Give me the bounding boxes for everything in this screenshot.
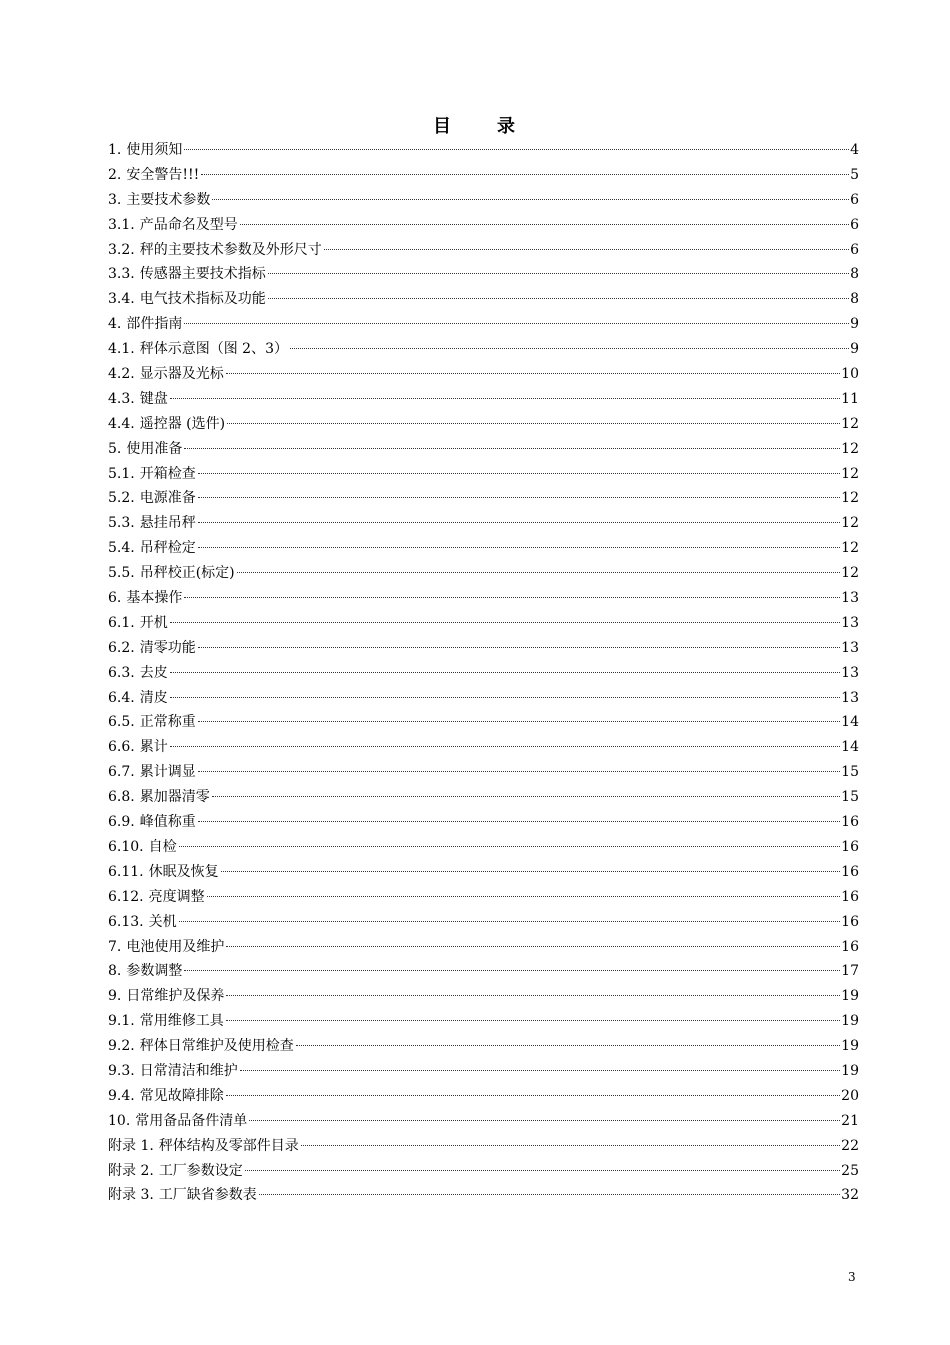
toc-entry-label: 秤体示意图（图 2、3） (139, 341, 288, 358)
toc-entry[interactable] (108, 262, 859, 287)
toc-dot-leader (226, 373, 840, 374)
toc-dot-leader (245, 1170, 840, 1171)
toc-entry-label: 工厂缺省参数表 (158, 1187, 257, 1204)
toc-entry[interactable] (108, 287, 859, 312)
toc-entry-label: 清皮 (139, 689, 168, 706)
toc-dot-leader (198, 547, 840, 548)
toc-entry-page: 11 (841, 390, 859, 407)
toc-entry[interactable] (108, 561, 859, 586)
toc-entry-number: 6.1. (108, 614, 135, 631)
toc-entry-page: 16 (841, 814, 859, 831)
toc-entry-number: 4.2. (108, 366, 135, 383)
toc-entry-page: 12 (841, 415, 859, 432)
toc-entry-page: 16 (841, 913, 859, 930)
toc-entry-number: 9.2. (108, 1038, 135, 1055)
toc-entry-label: 自检 (148, 838, 177, 855)
toc-entry-label: 秤体结构及零部件目录 (158, 1137, 299, 1154)
toc-dot-leader (296, 1045, 840, 1046)
toc-dot-leader (198, 473, 840, 474)
toc-entry-page: 16 (841, 838, 859, 855)
toc-entry-label: 遥控器 (选件) (139, 415, 226, 432)
toc-dot-leader (184, 149, 849, 150)
toc-entry-number: 附录 1. (108, 1137, 154, 1154)
toc-entry-label: 常见故障排除 (139, 1087, 224, 1104)
toc-dot-leader (170, 398, 840, 399)
toc-entry-number: 6.3. (108, 664, 135, 681)
toc-dot-leader (201, 174, 849, 175)
toc-dot-leader (226, 946, 840, 947)
toc-entry[interactable] (108, 810, 859, 835)
toc-entry-number: 9.4. (108, 1087, 135, 1104)
toc-entry-number: 1. (108, 142, 122, 158)
toc-entry-page: 6 (850, 241, 859, 258)
toc-entry[interactable] (108, 337, 859, 362)
toc-title-part-1: 目 (433, 116, 453, 137)
toc-entry-label: 工厂参数设定 (158, 1162, 243, 1179)
toc-dot-leader (184, 448, 840, 449)
toc-entry-page: 13 (841, 614, 859, 631)
toc-entry-number: 5.1. (108, 465, 135, 482)
toc-entry-label: 正常称重 (139, 714, 196, 731)
toc-entry-label: 秤的主要技术参数及外形尺寸 (139, 241, 322, 258)
toc-entry-page: 16 (841, 938, 859, 955)
toc-entry[interactable] (108, 238, 859, 263)
toc-entry[interactable] (108, 586, 859, 611)
toc-entry-number: 8. (108, 963, 122, 980)
toc-entry-page: 21 (841, 1112, 859, 1129)
toc-entry-label: 清零功能 (139, 639, 196, 656)
toc-entry-page: 12 (841, 465, 859, 482)
toc-entry-label: 常用维修工具 (139, 1013, 224, 1030)
toc-dot-leader (170, 622, 840, 623)
toc-entry-page: 19 (841, 1038, 859, 1055)
toc-entry-label: 主要技术参数 (126, 191, 211, 208)
toc-entry[interactable] (108, 984, 859, 1009)
toc-entry-page: 22 (841, 1137, 859, 1154)
toc-entry-number: 7. (108, 938, 122, 955)
toc-dot-leader (198, 821, 840, 822)
toc-entry[interactable] (108, 1134, 859, 1159)
toc-entry[interactable] (108, 885, 859, 910)
toc-entry-number: 4.3. (108, 390, 135, 407)
toc-entry-page: 32 (841, 1187, 859, 1204)
toc-entry-page: 12 (841, 440, 859, 457)
toc-entry-label: 去皮 (139, 664, 168, 681)
toc-entry-page: 15 (841, 789, 859, 806)
toc-dot-leader (198, 721, 840, 722)
toc-dot-leader (290, 348, 849, 349)
toc-entry-number: 6. (108, 590, 122, 607)
toc-title-part-2: 录 (497, 116, 517, 137)
toc-entry-label: 使用须知 (126, 142, 183, 158)
toc-dot-leader (268, 298, 849, 299)
toc-entry-label: 日常维护及保养 (126, 988, 225, 1005)
toc-entry-page: 6 (850, 216, 859, 233)
toc-dot-leader (259, 1194, 840, 1195)
toc-entry-number: 9.3. (108, 1062, 135, 1079)
toc-entry-label: 秤体日常维护及使用检查 (139, 1038, 294, 1055)
toc-entry[interactable] (108, 1183, 859, 1208)
toc-entry-page: 12 (841, 490, 859, 507)
toc-entry[interactable] (108, 959, 859, 984)
toc-entry-label: 基本操作 (126, 590, 183, 607)
toc-entry[interactable] (108, 785, 859, 810)
toc-entry-number: 9.1. (108, 1013, 135, 1030)
toc-entry-number: 6.6. (108, 739, 135, 756)
toc-entry[interactable] (108, 1009, 859, 1034)
toc-entry-page: 16 (841, 863, 859, 880)
toc-entry-label: 峰值称重 (139, 814, 196, 831)
toc-entry[interactable] (108, 1084, 859, 1109)
toc-entry[interactable] (108, 387, 859, 412)
toc-dot-leader (240, 224, 849, 225)
toc-entry[interactable] (108, 1159, 859, 1184)
toc-entry[interactable] (108, 611, 859, 636)
toc-dot-leader (198, 497, 840, 498)
toc-dot-leader (212, 796, 840, 797)
toc-entry-page: 14 (841, 739, 859, 756)
page-number: 3 (848, 1270, 856, 1284)
toc-entry[interactable] (108, 910, 859, 935)
toc-entry[interactable] (108, 760, 859, 785)
toc-entry-label: 累计调显 (139, 764, 196, 781)
toc-dot-leader (198, 647, 840, 648)
toc-entry-label: 安全警告!!! (126, 166, 200, 183)
toc-dot-leader (179, 921, 841, 922)
toc-entry[interactable] (108, 312, 859, 337)
toc-dot-leader (207, 896, 841, 897)
toc-entry[interactable] (108, 138, 859, 163)
toc-entry-label: 关机 (148, 913, 177, 930)
toc-entry-page: 12 (841, 540, 859, 557)
toc-entry-page: 8 (850, 266, 859, 283)
toc-entry-label: 部件指南 (126, 316, 183, 333)
toc-entry-number: 5.5. (108, 565, 135, 582)
toc-dot-leader (226, 995, 840, 996)
toc-entry-page: 20 (841, 1087, 859, 1104)
toc-entry-number: 5. (108, 440, 122, 457)
toc-dot-leader (170, 672, 840, 673)
toc-entry-number: 2. (108, 166, 122, 183)
toc-entry-page: 8 (850, 291, 859, 308)
toc-entry-page: 6 (850, 191, 859, 208)
toc-entry-label: 使用准备 (126, 440, 183, 457)
toc-entry-page: 19 (841, 1013, 859, 1030)
toc-entry[interactable] (108, 462, 859, 487)
toc-entry-number: 6.10. (108, 838, 144, 855)
toc-entry[interactable] (108, 1059, 859, 1084)
toc-entry-page: 16 (841, 888, 859, 905)
toc-entry-label: 累加器清零 (139, 789, 210, 806)
toc-entry-label: 参数调整 (126, 963, 183, 980)
toc-entry-number: 5.3. (108, 515, 135, 532)
toc-entry[interactable] (108, 511, 859, 536)
toc-entry-label: 吊秤检定 (139, 540, 196, 557)
toc-entry-page: 14 (841, 714, 859, 731)
toc-dot-leader (198, 522, 840, 523)
toc-entry[interactable] (108, 661, 859, 686)
toc-dot-leader (240, 1070, 840, 1071)
toc-entry-number: 5.2. (108, 490, 135, 507)
toc-dot-leader (268, 273, 849, 274)
toc-dot-leader (170, 746, 840, 747)
toc-entry-page: 15 (841, 764, 859, 781)
toc-entry[interactable] (108, 213, 859, 238)
toc-dot-leader (227, 423, 840, 424)
toc-entry[interactable] (108, 935, 859, 960)
toc-entry-label: 休眠及恢复 (148, 863, 219, 880)
toc-dot-leader (212, 199, 849, 200)
toc-dot-leader (226, 1095, 840, 1096)
toc-entry-label: 键盘 (139, 390, 168, 407)
toc-entry-label: 电源准备 (139, 490, 196, 507)
toc-entry-label: 吊秤校正(标定) (139, 565, 235, 582)
toc-entry-page: 13 (841, 639, 859, 656)
toc-dot-leader (301, 1145, 840, 1146)
toc-entry-page: 12 (841, 515, 859, 532)
toc-entry-number: 4. (108, 316, 122, 333)
toc-entry-label: 电气技术指标及功能 (139, 291, 266, 308)
toc-entry-number: 6.13. (108, 913, 144, 930)
toc-entry-number: 6.5. (108, 714, 135, 731)
toc-dot-leader (237, 572, 841, 573)
toc-entry-label: 产品命名及型号 (139, 216, 238, 233)
toc-entry-label: 电池使用及维护 (126, 938, 225, 955)
toc-entry-number: 5.4. (108, 540, 135, 557)
toc-dot-leader (184, 323, 849, 324)
toc-entry-page: 25 (841, 1162, 859, 1179)
toc-entry-label: 悬挂吊秤 (139, 515, 196, 532)
toc-entry-label: 开机 (139, 614, 168, 631)
toc-entry-number: 附录 2. (108, 1162, 154, 1179)
toc-dot-leader (179, 846, 841, 847)
toc-entry-label: 开箱检查 (139, 465, 196, 482)
toc-entry[interactable] (108, 188, 859, 213)
toc-entry-number: 6.4. (108, 689, 135, 706)
toc-entry-page: 9 (850, 341, 859, 358)
toc-entry-number: 4.4. (108, 415, 135, 432)
toc-entry-number: 4.1. (108, 341, 135, 358)
toc-entry-page: 13 (841, 590, 859, 607)
toc-entry-number: 6.9. (108, 814, 135, 831)
toc-entry-number: 6.8. (108, 789, 135, 806)
toc-entry[interactable] (108, 437, 859, 462)
toc-entry-page: 19 (841, 988, 859, 1005)
toc-entry-number: 6.11. (108, 863, 144, 880)
toc-dot-leader (324, 249, 849, 250)
toc-entry-page: 13 (841, 664, 859, 681)
toc-entry[interactable] (108, 1034, 859, 1059)
toc-entry[interactable] (108, 686, 859, 711)
toc-entry-page: 9 (850, 316, 859, 333)
toc-entry-label: 显示器及光标 (139, 366, 224, 383)
toc-entry-number: 3. (108, 191, 122, 208)
toc-entry-label: 累计 (139, 739, 168, 756)
toc-list (108, 138, 859, 1208)
toc-entry[interactable] (108, 735, 859, 760)
toc-entry-page: 5 (850, 166, 859, 183)
toc-entry-number: 6.12. (108, 888, 144, 905)
toc-entry-number: 9. (108, 988, 122, 1005)
toc-dot-leader (184, 970, 840, 971)
toc-dot-leader (226, 1020, 840, 1021)
toc-entry-page: 4 (850, 142, 859, 158)
toc-entry-page: 13 (841, 689, 859, 706)
toc-entry[interactable] (108, 710, 859, 735)
toc-entry-number: 6.2. (108, 639, 135, 656)
toc-dot-leader (221, 871, 841, 872)
toc-entry[interactable] (108, 636, 859, 661)
toc-entry[interactable] (108, 362, 859, 387)
toc-dot-leader (170, 697, 840, 698)
toc-entry[interactable] (108, 536, 859, 561)
toc-entry[interactable] (108, 860, 859, 885)
toc-entry[interactable] (108, 1109, 859, 1134)
toc-title (0, 112, 950, 138)
toc-entry-page: 17 (841, 963, 859, 980)
toc-entry-label: 常用备品备件清单 (135, 1112, 248, 1129)
toc-dot-leader (184, 597, 840, 598)
toc-entry-number: 3.3. (108, 266, 135, 283)
toc-entry[interactable] (108, 163, 859, 188)
toc-entry[interactable] (108, 412, 859, 437)
toc-entry-label: 传感器主要技术指标 (139, 266, 266, 283)
toc-entry[interactable] (108, 835, 859, 860)
toc-entry[interactable] (108, 486, 859, 511)
toc-entry-number: 附录 3. (108, 1187, 154, 1204)
toc-entry-number: 6.7. (108, 764, 135, 781)
toc-entry-number: 10. (108, 1112, 131, 1129)
toc-entry-page: 10 (841, 366, 859, 383)
toc-dot-leader (198, 771, 840, 772)
toc-entry-label: 日常清洁和维护 (139, 1062, 238, 1079)
toc-entry-label: 亮度调整 (148, 888, 205, 905)
toc-dot-leader (249, 1120, 840, 1121)
toc-entry-page: 19 (841, 1062, 859, 1079)
toc-entry-number: 3.2. (108, 241, 135, 258)
toc-entry-number: 3.1. (108, 216, 135, 233)
toc-entry-page: 12 (841, 565, 859, 582)
toc-entry-number: 3.4. (108, 291, 135, 308)
